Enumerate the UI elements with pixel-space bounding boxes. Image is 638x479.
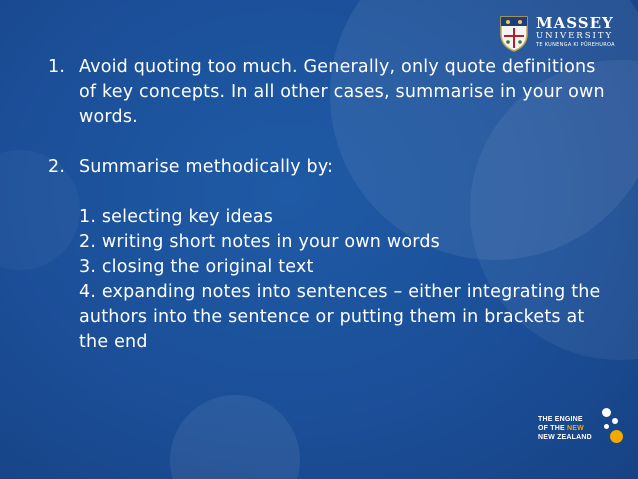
point-text: Summarise methodically by: (79, 157, 334, 177)
logo-name: MASSEY (536, 14, 614, 32)
list-item (48, 55, 608, 130)
decorative-circle (170, 395, 300, 479)
step-item: 2. writing short notes in your own words (79, 232, 440, 252)
point-number: 1. (48, 57, 66, 77)
engine-logo (538, 408, 626, 448)
crest-icon (498, 14, 530, 52)
step-item: 3. closing the original text (79, 257, 314, 277)
logo-maori-motto: TE KUNENGA KI PŪREHUROA (536, 42, 615, 48)
massey-logo (498, 14, 615, 52)
slide-content (48, 55, 608, 355)
dots-icon (600, 408, 626, 448)
engine-line-3: NEW ZEALAND (538, 433, 592, 441)
logo-subtitle: UNIVERSITY (536, 31, 614, 41)
engine-line-1: THE ENGINE (538, 415, 583, 423)
step-item: 1. selecting key ideas (79, 207, 274, 227)
engine-line-2-accent: NEW (567, 424, 584, 432)
list-item (48, 155, 608, 180)
point-text: Avoid quoting too much. Generally, only quote definitions of key concepts. In all other cases, summarise in your own words. (79, 57, 605, 127)
engine-line-2: OF THE (538, 424, 568, 432)
steps-list (79, 205, 608, 355)
point-number: 2. (48, 157, 66, 177)
step-item: 4. expanding notes into sentences – either integrating the authors into the sentence or putting them in brackets at the end (79, 282, 601, 352)
